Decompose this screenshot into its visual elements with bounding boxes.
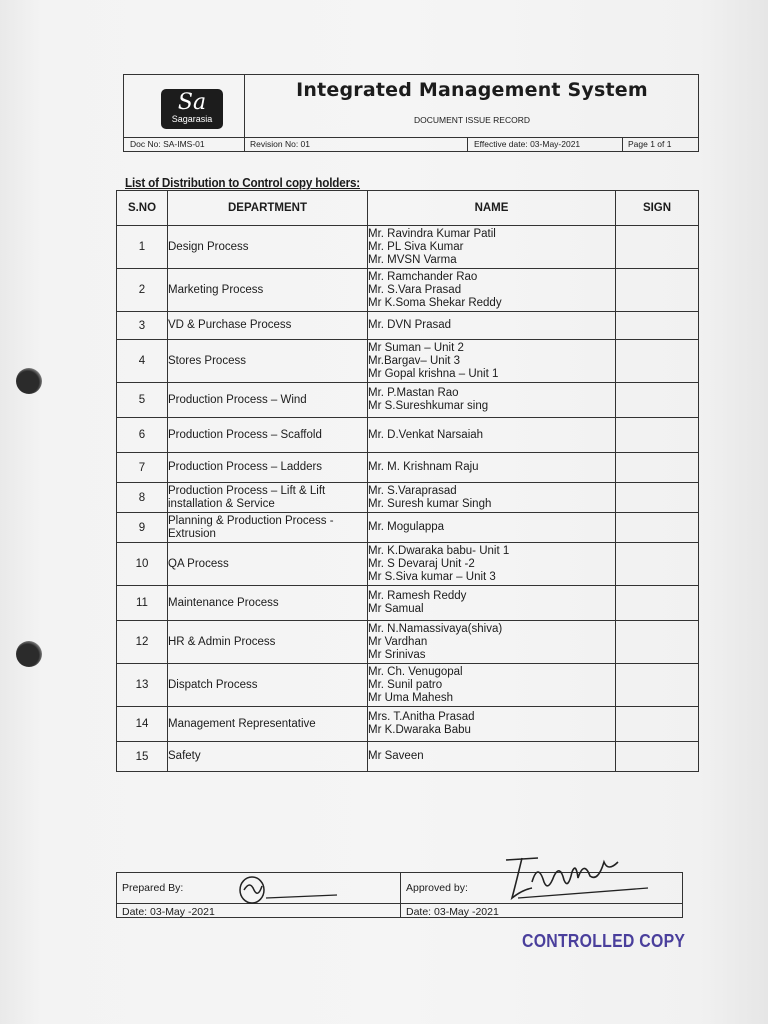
column-header-department: DEPARTMENT bbox=[168, 191, 368, 226]
holder-name: Mr. PL Siva Kumar bbox=[368, 240, 464, 253]
department-cell: QA Process bbox=[168, 543, 368, 586]
name-cell bbox=[368, 383, 616, 418]
department-cell: Safety bbox=[168, 742, 368, 772]
sno-cell: 10 bbox=[117, 543, 168, 586]
table-row bbox=[117, 418, 699, 453]
sno-cell: 2 bbox=[117, 269, 168, 312]
table-row bbox=[117, 269, 699, 312]
holder-name: Mr. S.Varaprasad bbox=[368, 484, 457, 497]
name-cell bbox=[368, 742, 616, 772]
sno-cell: 4 bbox=[117, 340, 168, 383]
distribution-list-title: List of Distribution to Control copy holders: bbox=[125, 175, 360, 190]
holder-name: Mr. Ramesh Reddy bbox=[368, 590, 467, 602]
column-header-name: NAME bbox=[368, 191, 616, 226]
table-row bbox=[117, 453, 699, 483]
table-row bbox=[117, 513, 699, 543]
holder-name: Mr S.Sureshkumar sing bbox=[368, 400, 489, 412]
sign-cell bbox=[616, 543, 699, 586]
name-cell bbox=[368, 543, 616, 586]
logo-cell bbox=[124, 75, 245, 137]
sign-cell bbox=[616, 340, 699, 383]
holder-name: Mr Uma Mahesh bbox=[368, 691, 453, 704]
department-cell: Maintenance Process bbox=[168, 586, 368, 621]
name-cell bbox=[368, 453, 616, 483]
holder-name: Mr.Bargav– Unit 3 bbox=[368, 354, 461, 367]
sign-cell bbox=[616, 586, 699, 621]
sno-cell: 11 bbox=[117, 586, 168, 621]
sno-cell: 7 bbox=[117, 453, 168, 483]
table-row bbox=[117, 543, 699, 586]
department-cell: Stores Process bbox=[168, 340, 368, 383]
department-cell: VD & Purchase Process bbox=[168, 312, 368, 340]
holder-name: Mr. N.Namassivaya(shiva) bbox=[368, 622, 503, 635]
holder-name: Mr. Suresh kumar Singh bbox=[368, 497, 492, 510]
department-cell: HR & Admin Process bbox=[168, 621, 368, 664]
table-row bbox=[117, 664, 699, 707]
sno-cell: 1 bbox=[117, 226, 168, 269]
sno-cell: 12 bbox=[117, 621, 168, 664]
name-cell bbox=[368, 586, 616, 621]
name-cell bbox=[368, 340, 616, 383]
sign-cell bbox=[616, 707, 699, 742]
holder-name: Mr. M. Krishnam Raju bbox=[368, 461, 479, 473]
name-cell bbox=[368, 418, 616, 453]
holder-name: Mr. K.Dwaraka babu- Unit 1 bbox=[368, 544, 510, 557]
table-row bbox=[117, 586, 699, 621]
sno-cell: 13 bbox=[117, 664, 168, 707]
holder-name: Mr Vardhan bbox=[368, 635, 428, 648]
holder-name: Mr K.Soma Shekar Reddy bbox=[368, 296, 502, 309]
effective-date: Effective date: 03-May-2021 bbox=[474, 139, 581, 149]
department-cell: Production Process – Lift & Lift installation & Service bbox=[168, 483, 368, 513]
department-cell: Management Representative bbox=[168, 707, 368, 742]
table-row bbox=[117, 312, 699, 340]
table-row bbox=[117, 340, 699, 383]
sign-cell bbox=[616, 312, 699, 340]
document-subtitle: DOCUMENT ISSUE RECORD bbox=[413, 115, 531, 125]
table-row bbox=[117, 383, 699, 418]
table-row bbox=[117, 621, 699, 664]
column-header-sno: S.NO bbox=[117, 191, 168, 226]
holder-name: Mr K.Dwaraka Babu bbox=[368, 724, 471, 736]
table-row bbox=[117, 226, 699, 269]
holder-name: Mrs. T.Anitha Prasad bbox=[368, 711, 475, 723]
name-cell bbox=[368, 513, 616, 543]
sign-cell bbox=[616, 226, 699, 269]
sign-cell bbox=[616, 483, 699, 513]
holder-name: Mr. Ravindra Kumar Patil bbox=[368, 227, 496, 240]
holder-name: Mr. Ch. Venugopal bbox=[368, 665, 463, 678]
department-cell: Production Process – Wind bbox=[168, 383, 368, 418]
name-cell bbox=[368, 483, 616, 513]
sno-cell: 5 bbox=[117, 383, 168, 418]
sign-cell bbox=[616, 269, 699, 312]
sign-cell bbox=[616, 453, 699, 483]
name-cell bbox=[368, 312, 616, 340]
preparer-signature bbox=[232, 870, 352, 910]
holder-name: Mr. P.Mastan Rao bbox=[368, 387, 459, 399]
table-row bbox=[117, 742, 699, 772]
sno-cell: 6 bbox=[117, 418, 168, 453]
doc-number: Doc No: SA-IMS-01 bbox=[130, 139, 205, 149]
prepared-by-label: Prepared By: bbox=[122, 882, 184, 894]
department-cell: Planning & Production Process - Extrusion bbox=[168, 513, 368, 543]
column-header-sign: SIGN bbox=[616, 191, 699, 226]
holder-name: Mr Srinivas bbox=[368, 648, 426, 661]
punch-hole bbox=[16, 368, 42, 394]
sno-cell: 15 bbox=[117, 742, 168, 772]
department-cell: Production Process – Scaffold bbox=[168, 418, 368, 453]
holder-name: Mr. D.Venkat Narsaiah bbox=[368, 428, 484, 441]
sign-cell bbox=[616, 621, 699, 664]
controlled-copy-stamp: CONTROLLED COPY bbox=[522, 931, 686, 951]
table-row bbox=[117, 707, 699, 742]
holder-name: Mr. Sunil patro bbox=[368, 678, 443, 691]
revision-number: Revision No: 01 bbox=[250, 139, 311, 149]
department-cell: Dispatch Process bbox=[168, 664, 368, 707]
sno-cell: 3 bbox=[117, 312, 168, 340]
table-row bbox=[117, 483, 699, 513]
holder-name: Mr. Ramchander Rao bbox=[368, 270, 478, 283]
name-cell bbox=[368, 621, 616, 664]
prepared-date: Date: 03-May -2021 bbox=[122, 906, 215, 918]
table-header-row bbox=[117, 191, 699, 226]
distribution-table bbox=[116, 190, 699, 772]
holder-name: Mr. S.Vara Prasad bbox=[368, 283, 462, 296]
department-cell: Marketing Process bbox=[168, 269, 368, 312]
approver-signature bbox=[498, 852, 658, 912]
holder-name: Mr S.Siva kumar – Unit 3 bbox=[368, 570, 496, 583]
holder-name: Mr. S Devaraj Unit -2 bbox=[368, 557, 475, 570]
document-meta-row bbox=[124, 137, 698, 152]
holder-name: Mr Suman – Unit 2 bbox=[368, 341, 464, 354]
holder-name: Mr. Mogulappa bbox=[368, 521, 445, 533]
document-title: Integrated Management System bbox=[296, 79, 648, 101]
company-logo: Sa Sagarasia bbox=[161, 89, 223, 129]
name-cell bbox=[368, 226, 616, 269]
department-cell: Design Process bbox=[168, 226, 368, 269]
holder-name: Mr Gopal krishna – Unit 1 bbox=[368, 367, 499, 380]
sign-cell bbox=[616, 513, 699, 543]
holder-name: Mr. MVSN Varma bbox=[368, 253, 457, 266]
sign-cell bbox=[616, 383, 699, 418]
document-header bbox=[123, 74, 699, 152]
page-number: Page 1 of 1 bbox=[628, 139, 672, 149]
holder-name: Mr Samual bbox=[368, 603, 424, 615]
sno-cell: 9 bbox=[117, 513, 168, 543]
sign-cell bbox=[616, 418, 699, 453]
holder-name: Mr Saveen bbox=[368, 750, 424, 762]
department-cell: Production Process – Ladders bbox=[168, 453, 368, 483]
name-cell bbox=[368, 707, 616, 742]
name-cell bbox=[368, 269, 616, 312]
holder-name: Mr. DVN Prasad bbox=[368, 319, 452, 331]
sign-cell bbox=[616, 664, 699, 707]
approved-date: Date: 03-May -2021 bbox=[406, 906, 499, 918]
sno-cell: 14 bbox=[117, 707, 168, 742]
approved-by-label: Approved by: bbox=[406, 882, 468, 894]
sno-cell: 8 bbox=[117, 483, 168, 513]
name-cell bbox=[368, 664, 616, 707]
punch-hole bbox=[16, 641, 42, 667]
sign-cell bbox=[616, 742, 699, 772]
